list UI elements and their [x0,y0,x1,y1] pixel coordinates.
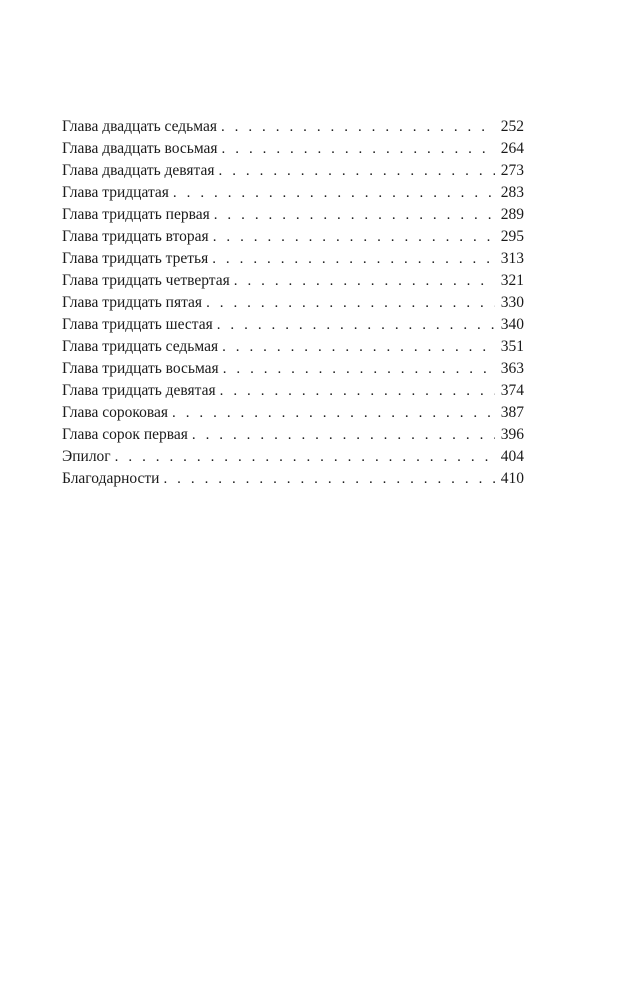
toc-entry-title: Благодарности [62,470,160,487]
toc-entry-page: 289 [500,206,524,223]
toc-entry-page: 264 [500,140,524,157]
toc-entry [62,138,524,160]
toc-entry-page: 374 [500,382,524,399]
toc-entry [62,160,524,182]
toc-entry-page: 295 [500,228,524,245]
toc-dot-leader [234,270,495,292]
toc-entry [62,446,524,468]
toc-entry [62,116,524,138]
toc-dot-leader [217,314,495,336]
toc-entry [62,468,524,490]
toc-entry [62,358,524,380]
toc-entry-page: 404 [500,448,524,465]
toc-entry-title: Глава тридцать первая [62,206,210,223]
toc-entry-page: 410 [500,470,524,487]
toc-entry-page: 321 [500,272,524,289]
toc-entry-page: 351 [500,338,524,355]
toc-entry-title: Глава двадцать девятая [62,162,215,179]
toc-entry-page: 252 [500,118,524,135]
toc-dot-leader [212,248,495,270]
toc-entry-page: 330 [500,294,524,311]
toc-entry-title: Глава тридцать четвертая [62,272,230,289]
toc-entry-title: Глава сорок первая [62,426,188,443]
toc-entry-title: Эпилог [62,448,111,465]
toc-entry-page: 396 [500,426,524,443]
toc-entry [62,424,524,446]
toc-entry [62,336,524,358]
toc-dot-leader [163,468,494,490]
toc-entry [62,292,524,314]
toc-entry-title: Глава двадцать восьмая [62,140,218,157]
toc-entry-title: Глава тридцать девятая [62,382,216,399]
toc-entry-title: Глава тридцатая [62,184,169,201]
toc-entry-page: 273 [500,162,524,179]
toc-entry-title: Глава тридцать восьмая [62,360,219,377]
toc-dot-leader [214,204,495,226]
toc-dot-leader [219,160,495,182]
toc-dot-leader [213,226,495,248]
toc-entry-title: Глава тридцать вторая [62,228,209,245]
toc-dot-leader [220,380,495,402]
toc-dot-leader [192,424,495,446]
toc-dot-leader [221,116,495,138]
toc-dot-leader [115,446,495,468]
toc-entry-title: Глава тридцать третья [62,250,209,267]
toc-entry-title: Глава сороковая [62,404,169,421]
toc-entry [62,248,524,270]
toc-entry [62,270,524,292]
toc-dot-leader [206,292,495,314]
toc-entry-title: Глава двадцать седьмая [62,118,217,135]
toc-dot-leader [173,182,495,204]
toc-entry-page: 363 [500,360,524,377]
toc-entry [62,226,524,248]
toc-dot-leader [223,358,495,380]
toc-entry [62,182,524,204]
toc-entry-title: Глава тридцать пятая [62,294,203,311]
toc-entry [62,204,524,226]
toc-entry-page: 313 [500,250,524,267]
toc-dot-leader [172,402,495,424]
toc-dot-leader [222,138,495,160]
toc-dot-leader [222,336,495,358]
toc-entry-page: 340 [500,316,524,333]
toc-entry [62,314,524,336]
toc-entry [62,380,524,402]
toc-entry [62,402,524,424]
table-of-contents [62,116,524,490]
toc-entry-title: Глава тридцать шестая [62,316,213,333]
toc-entry-page: 387 [500,404,524,421]
toc-entry-title: Глава тридцать седьмая [62,338,219,355]
toc-entry-page: 283 [500,184,524,201]
